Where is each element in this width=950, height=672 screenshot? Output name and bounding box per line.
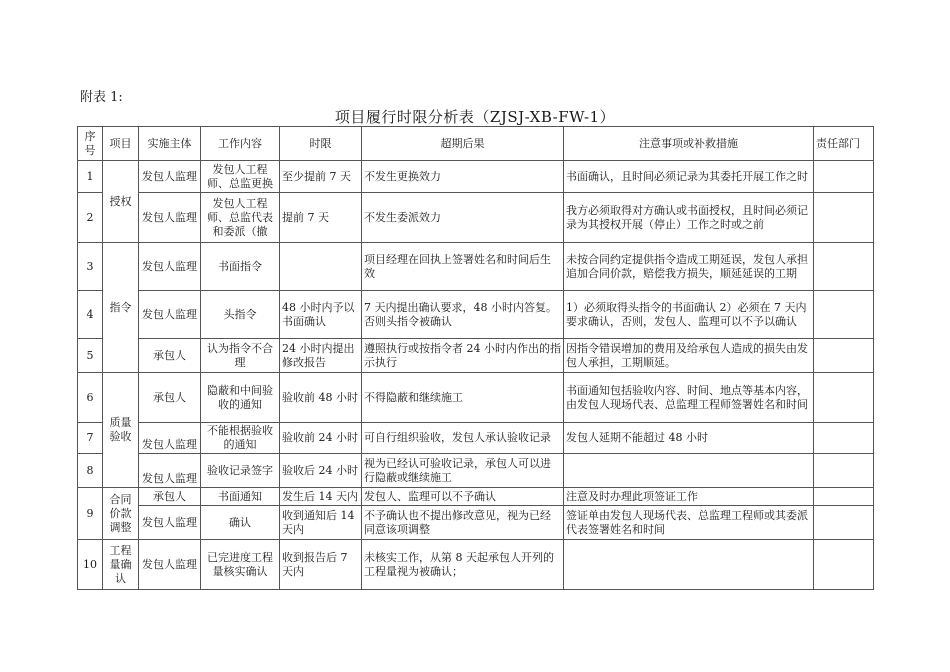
table-row <box>78 193 874 243</box>
group-quality: 质量验收 <box>103 373 139 488</box>
cell-overdue: 遵照执行或按指令者 24 小时内作出的指示执行 <box>362 339 564 373</box>
cell-dept <box>814 193 874 243</box>
cell-overdue: 视为已经认可验收记录，承包人可以进行隐蔽或继续施工 <box>362 454 564 488</box>
col-work: 工作内容 <box>201 127 280 161</box>
cell-dept <box>814 339 874 373</box>
cell-work: 书面指令 <box>201 243 280 291</box>
cell-limit: 24 小时内提出修改报告 <box>280 339 362 373</box>
cell-work: 书面通知 <box>201 488 280 506</box>
cell-subject: 承包人 <box>139 373 201 423</box>
cell-seq: 1 <box>78 161 103 193</box>
cell-subject: 发包人监理 <box>139 506 201 540</box>
cell-dept <box>814 423 874 454</box>
cell-limit: 收到通知后 14 天内 <box>280 506 362 540</box>
cell-seq: 3 <box>78 243 103 291</box>
cell-subject: 发包人监理 <box>139 454 201 488</box>
cell-overdue: 不予确认也不提出修改意见，视为已经同意该项调整 <box>362 506 564 540</box>
col-dept: 责任部门 <box>814 127 874 161</box>
table-row <box>78 540 874 590</box>
table-row <box>78 339 874 373</box>
cell-subject: 发包人监理 <box>139 540 201 590</box>
cell-work: 已完进度工程量核实确认 <box>201 540 280 590</box>
col-item: 项目 <box>103 127 139 161</box>
cell-dept <box>814 291 874 339</box>
cell-notes <box>564 454 814 488</box>
cell-dept <box>814 454 874 488</box>
cell-subject: 发包人监理 <box>139 193 201 243</box>
cell-limit: 验收前 24 小时 <box>280 423 362 454</box>
cell-limit: 发生后 14 天内 <box>280 488 362 506</box>
cell-seq: 8 <box>78 454 103 488</box>
table-row <box>78 161 874 193</box>
cell-subject: 承包人 <box>139 488 201 506</box>
cell-limit: 提前 7 天 <box>280 193 362 243</box>
col-notes: 注意事项或补救措施 <box>564 127 814 161</box>
col-subject: 实施主体 <box>139 127 201 161</box>
cell-notes: 注意及时办理此项签证工作 <box>564 488 814 506</box>
cell-subject: 承包人 <box>139 339 201 373</box>
cell-dept <box>814 540 874 590</box>
cell-work: 隐蔽和中间验收的通知 <box>201 373 280 423</box>
cell-notes <box>564 540 814 590</box>
appendix-label: 附表 1: <box>80 90 123 105</box>
cell-notes: 书面通知包括验收内容、时间、地点等基本内容，由发包人现场代表、总监理工程师签署姓名和时间 <box>564 373 814 423</box>
cell-seq: 9 <box>78 488 103 540</box>
cell-work: 认为指令不合理 <box>201 339 280 373</box>
cell-overdue: 未核实工作，从第 8 天起承包人开列的工程量视为被确认； <box>362 540 564 590</box>
cell-subject: 发包人监理 <box>139 423 201 454</box>
cell-overdue: 7 天内提出确认要求，48 小时内答复。否则头指令被确认 <box>362 291 564 339</box>
col-seq: 序号 <box>78 127 103 161</box>
cell-limit: 收到报告后 7 天内 <box>280 540 362 590</box>
table-row <box>78 243 874 291</box>
cell-overdue: 不得隐蔽和继续施工 <box>362 373 564 423</box>
cell-work: 发包人工程师、总监代表和委派（撤 <box>201 193 280 243</box>
cell-seq: 10 <box>78 540 103 590</box>
cell-notes: 发包人延期不能超过 48 小时 <box>564 423 814 454</box>
cell-seq: 5 <box>78 339 103 373</box>
cell-notes: 因指令错误增加的费用及给承包人造成的损失由发包人承担，工期顺延。 <box>564 339 814 373</box>
cell-subject: 发包人监理 <box>139 161 201 193</box>
cell-notes: 签证单由发包人现场代表、总监理工程师或其委派代表签署姓名和时间 <box>564 506 814 540</box>
cell-limit <box>280 243 362 291</box>
table-row <box>78 488 874 506</box>
cell-notes: 1）必须取得头指令的书面确认 2）必须在 7 天内要求确认，否则，发包人、监理可以不予以确认 <box>564 291 814 339</box>
cell-overdue: 项目经理在回执上签署姓名和时间后生效 <box>362 243 564 291</box>
cell-limit: 48 小时内予以书面确认 <box>280 291 362 339</box>
header-row <box>78 127 874 161</box>
cell-work: 发包人工程师、总监更换 <box>201 161 280 193</box>
table-row <box>78 291 874 339</box>
cell-dept <box>814 506 874 540</box>
cell-dept <box>814 488 874 506</box>
cell-limit: 验收前 48 小时 <box>280 373 362 423</box>
col-overdue: 超期后果 <box>362 127 564 161</box>
cell-work: 验收记录签字 <box>201 454 280 488</box>
time-limit-table <box>77 126 874 590</box>
cell-work: 确认 <box>201 506 280 540</box>
cell-subject: 发包人监理 <box>139 291 201 339</box>
table-row <box>78 423 874 454</box>
table-row <box>78 506 874 540</box>
cell-limit: 至少提前 7 天 <box>280 161 362 193</box>
cell-dept <box>814 373 874 423</box>
cell-seq: 2 <box>78 193 103 243</box>
cell-dept <box>814 161 874 193</box>
cell-limit: 验收后 24 小时 <box>280 454 362 488</box>
cell-work: 头指令 <box>201 291 280 339</box>
cell-work: 不能根据验收的通知 <box>201 423 280 454</box>
group-contract: 合同价款调整 <box>103 488 139 540</box>
group-instr: 指令 <box>103 243 139 373</box>
cell-overdue: 不发生委派效力 <box>362 193 564 243</box>
cell-overdue: 发包人、监理可以不予确认 <box>362 488 564 506</box>
cell-overdue: 不发生更换效力 <box>362 161 564 193</box>
cell-seq: 4 <box>78 291 103 339</box>
table-row <box>78 373 874 423</box>
cell-overdue: 可自行组织验收，发包人承认验收记录 <box>362 423 564 454</box>
group-auth: 授权 <box>103 161 139 243</box>
table-title: 项目履行时限分析表（ZJSJ-XB-FW-1） <box>334 108 616 126</box>
cell-notes: 书面确认，且时间必须记录为其委托开展工作之时 <box>564 161 814 193</box>
cell-seq: 6 <box>78 373 103 423</box>
table-row <box>78 454 874 488</box>
cell-notes: 未按合同约定提供指令造成工期延误，发包人承担追加合同价款，赔偿我方损失，顺延延误的工期 <box>564 243 814 291</box>
cell-seq: 7 <box>78 423 103 454</box>
col-limit: 时限 <box>280 127 362 161</box>
group-progress: 工程量确认 <box>103 540 139 590</box>
cell-dept <box>814 243 874 291</box>
cell-notes: 我方必须取得对方确认或书面授权，且时间必须记录为其授权开展（停止）工作之时或之前 <box>564 193 814 243</box>
cell-subject: 发包人监理 <box>139 243 201 291</box>
